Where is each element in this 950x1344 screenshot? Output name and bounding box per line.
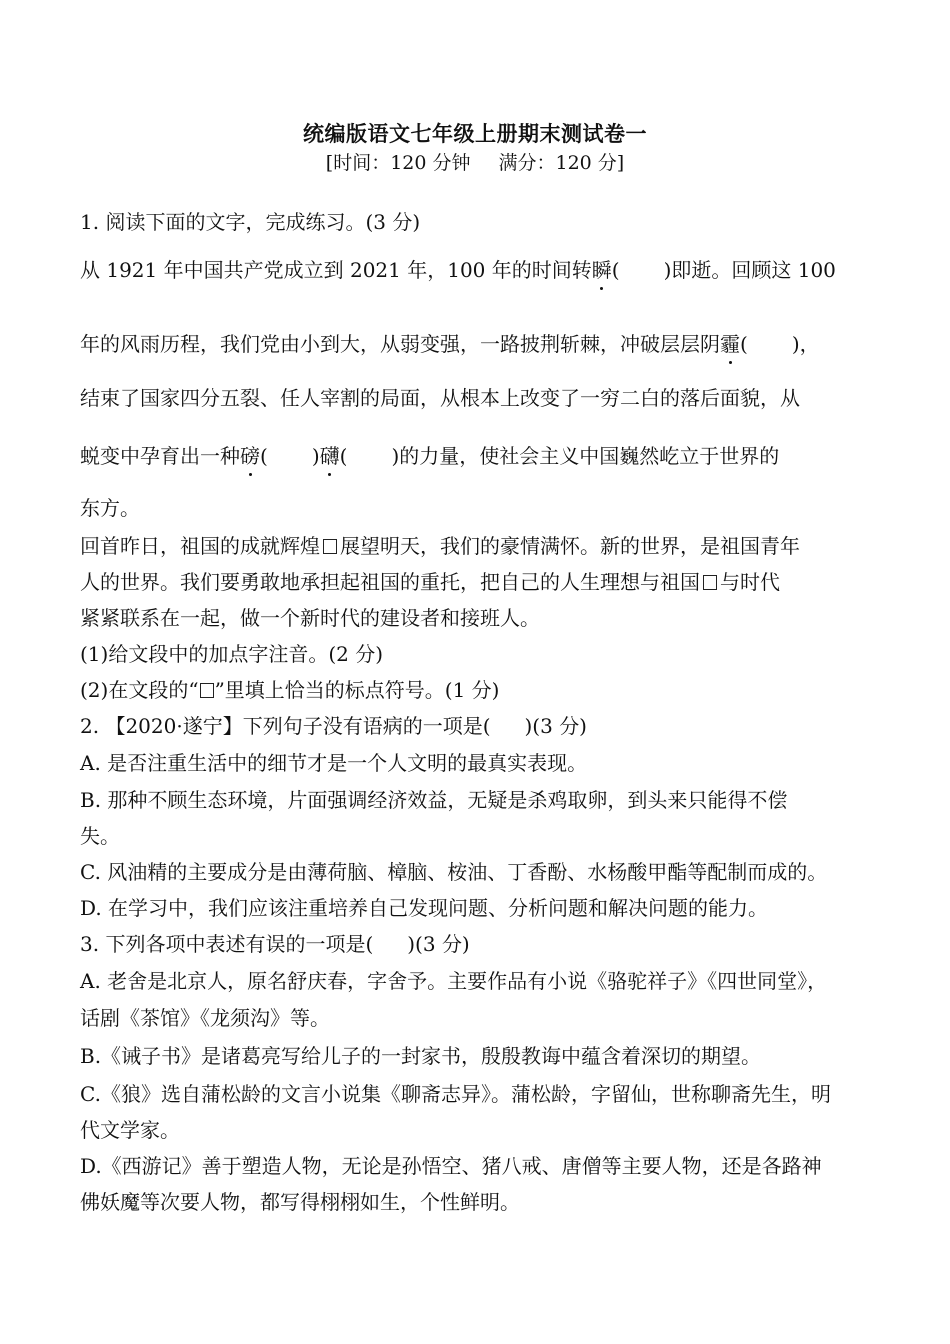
q1-passage2-line-3: 紧紧联系在一起，做一个新时代的建设者和接班人。 <box>80 606 540 630</box>
punctuation-box[interactable] <box>323 539 337 554</box>
q1-passage-line-4: 蜕变中孕育出一种磅( )礴( )的力量，使社会主义中国巍然屹立于世界的 <box>80 444 780 468</box>
q3-option-c-line-2: 代文学家。 <box>80 1118 180 1142</box>
q1-passage-line-5: 东方。 <box>80 496 140 520</box>
q3-option-b: B.《诫子书》是诸葛亮写给儿子的一封家书，殷殷教诲中蕴含着深切的期望。 <box>80 1044 762 1068</box>
q2-option-b-line-1: B. 那种不顾生态环境，片面强调经济效益，无疑是杀鸡取卵，到头来只能得不偿 <box>80 788 788 812</box>
q3-option-d-line-1: D.《西游记》善于塑造人物，无论是孙悟空、猪八戒、唐僧等主要人物，还是各路神 <box>80 1154 822 1178</box>
punctuation-box-sample <box>200 683 214 698</box>
q1-sub-question-1: (1)给文段中的加点字注音。(2 分) <box>80 642 384 666</box>
q2-option-b-line-2: 失。 <box>80 824 120 848</box>
q2-option-d: D. 在学习中，我们应该注重培养自己发现问题、分析问题和解决问题的能力。 <box>80 896 769 920</box>
q3-option-a-line-2: 话剧《茶馆》《龙须沟》等。 <box>80 1006 330 1030</box>
q1-passage-line-3: 结束了国家四分五裂、任人宰割的局面，从根本上改变了一穷二白的落后面貌，从 <box>80 386 800 410</box>
q1-passage-line-2: 年的风雨历程，我们党由小到大，从弱变强，一路披荆斩棘，冲破层层阴霾( )， <box>80 332 820 356</box>
q1-passage2-line-2: 人的世界。我们要勇敢地承担起祖国的重托，把自己的人生理想与祖国 与时代 <box>80 570 780 594</box>
dotted-char: 瞬 <box>591 258 612 282</box>
dotted-char: 磅 <box>240 444 260 468</box>
exam-title: 统编版语文七年级上册期末测试卷一 <box>303 121 647 146</box>
q3-stem: 3. 下列各项中表述有误的一项是( )(3 分) <box>80 932 470 956</box>
q2-stem: 2. 【2020·遂宁】下列句子没有语病的一项是( )(3 分) <box>80 714 587 738</box>
exam-subtitle <box>0 148 950 175</box>
dotted-char: 礴 <box>319 444 340 468</box>
q2-option-a: A. 是否注重生活中的细节才是一个人文明的最真实表现。 <box>80 751 588 775</box>
q1-passage-line-1: 从 1921 年中国共产党成立到 2021 年，100 年的时间转瞬( )即逝。回顾这 100 <box>80 258 836 282</box>
q1-stem: 1. 阅读下面的文字，完成练习。(3 分) <box>80 210 421 234</box>
q3-option-d-line-2: 佛妖魔等次要人物，都写得栩栩如生，个性鲜明。 <box>80 1190 520 1214</box>
punctuation-box[interactable] <box>703 575 717 590</box>
q2-option-c: C. 风油精的主要成分是由薄荷脑、樟脑、桉油、丁香酚、水杨酸甲酯等配制而成的。 <box>80 860 828 884</box>
q1-sub-question-2: (2)在文段的“ ”里填上恰当的标点符号。(1 分) <box>80 678 500 702</box>
q1-passage2-line-1: 回首昨日，祖国的成就辉煌 展望明天，我们的豪情满怀。新的世界，是祖国青年 <box>80 534 800 558</box>
q3-option-c-line-1: C.《狼》选自蒲松龄的文言小说集《聊斋志异》。蒲松龄，字留仙，世称聊斋先生，明 <box>80 1082 831 1106</box>
q3-option-a-line-1: A. 老舍是北京人，原名舒庆春，字舍予。主要作品有小说《骆驼祥子》《四世同堂》， <box>80 969 828 993</box>
time-limit: [时间：120 分钟 <box>325 152 471 174</box>
dotted-char: 霾 <box>720 332 740 356</box>
full-score: 满分：120 分] <box>498 152 625 174</box>
